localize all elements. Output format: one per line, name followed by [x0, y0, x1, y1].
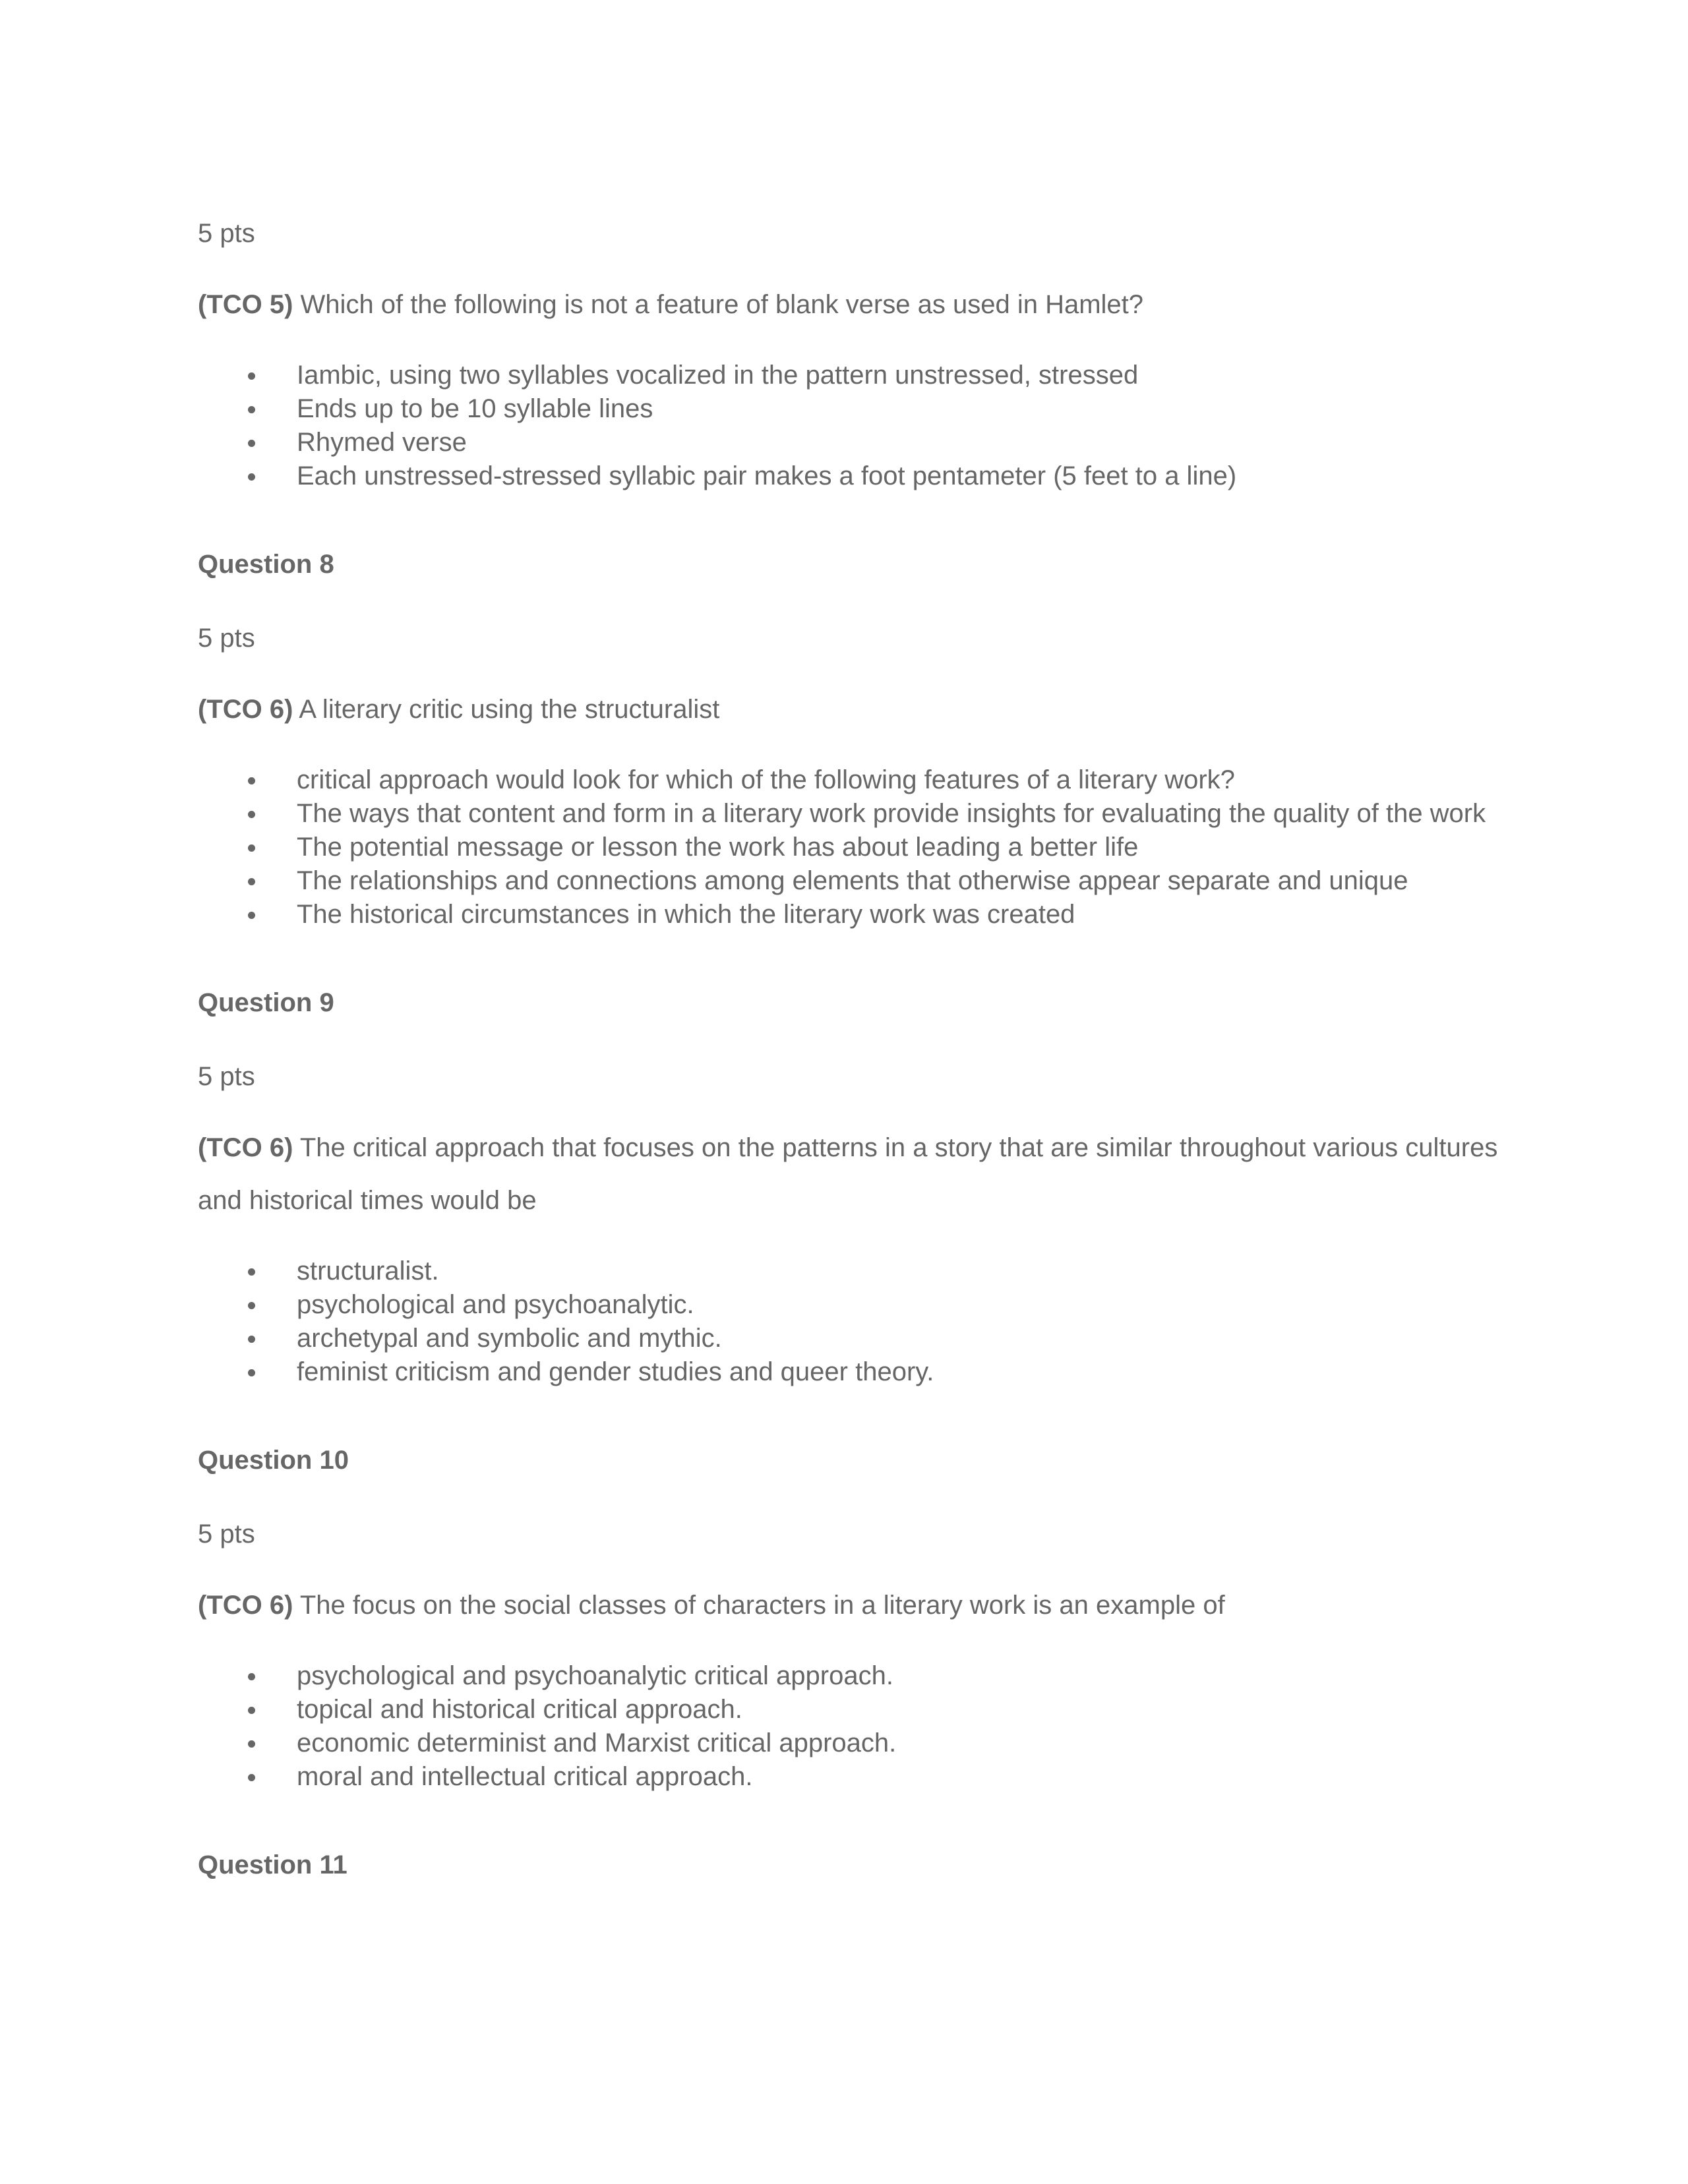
- question-title: Question 8: [198, 550, 334, 579]
- prompt-text: The critical approach that focuses on the patterns in a story that are similar throughout various cultures and historical times would be: [198, 1133, 1498, 1215]
- question-block: [198, 1444, 1517, 1794]
- answer-option: Each unstressed-stressed syllabic pair makes a foot pentameter (5 feet to a line): [297, 459, 1517, 493]
- answer-option: The historical circumstances in which the literary work was created: [297, 898, 1517, 931]
- question-title: Question 10: [198, 1446, 349, 1475]
- document-page: [198, 218, 1517, 1923]
- prompt-text: Which of the following is not a feature of blank verse as used in Hamlet?: [293, 290, 1144, 319]
- question-title: Question 9: [198, 988, 334, 1017]
- answer-option: topical and historical critical approach.: [297, 1693, 1517, 1727]
- question-prompt: [198, 1579, 1517, 1632]
- answer-option: economic determinist and Marxist critical approach.: [297, 1727, 1517, 1760]
- question-block: [198, 218, 1517, 493]
- tco-label: (TCO 6): [198, 1133, 293, 1162]
- answer-option: Rhymed verse: [297, 426, 1517, 459]
- answer-option: critical approach would look for which of the following features of a literary work?: [297, 763, 1517, 797]
- answer-option: psychological and psychoanalytic critical approach.: [297, 1659, 1517, 1693]
- answer-option: The ways that content and form in a literary work provide insights for evaluating the quality of the work: [297, 797, 1517, 831]
- points-label: 5 pts: [198, 219, 255, 248]
- question-block: [198, 987, 1517, 1389]
- question-prompt: [198, 683, 1517, 736]
- answer-option: The relationships and connections among elements that otherwise appear separate and unique: [297, 864, 1517, 898]
- tco-label: (TCO 6): [198, 1591, 293, 1620]
- answer-options: [198, 359, 1517, 493]
- answer-option: moral and intellectual critical approach.: [297, 1760, 1517, 1794]
- question-title: Question 11: [198, 1850, 347, 1879]
- answer-option: The potential message or lesson the work has about leading a better life: [297, 831, 1517, 864]
- answer-option: Iambic, using two syllables vocalized in the pattern unstressed, stressed: [297, 359, 1517, 392]
- question-block: [198, 548, 1517, 931]
- answer-option: feminist criticism and gender studies and queer theory.: [297, 1355, 1517, 1389]
- points-label: 5 pts: [198, 1062, 255, 1091]
- answer-option: Ends up to be 10 syllable lines: [297, 392, 1517, 426]
- tco-label: (TCO 5): [198, 290, 293, 319]
- points-label: 5 pts: [198, 624, 255, 653]
- prompt-text: The focus on the social classes of characters in a literary work is an example of: [293, 1591, 1225, 1620]
- points-label: 5 pts: [198, 1520, 255, 1549]
- answer-option: psychological and psychoanalytic.: [297, 1288, 1517, 1322]
- answer-options: [198, 1659, 1517, 1794]
- tco-label: (TCO 6): [198, 695, 293, 724]
- prompt-text: A literary critic using the structuralist: [293, 695, 720, 724]
- question-prompt: [198, 278, 1517, 331]
- answer-options: [198, 763, 1517, 931]
- question-prompt: [198, 1121, 1517, 1227]
- answer-option: archetypal and symbolic and mythic.: [297, 1322, 1517, 1355]
- answer-option: structuralist.: [297, 1254, 1517, 1288]
- answer-options: [198, 1254, 1517, 1389]
